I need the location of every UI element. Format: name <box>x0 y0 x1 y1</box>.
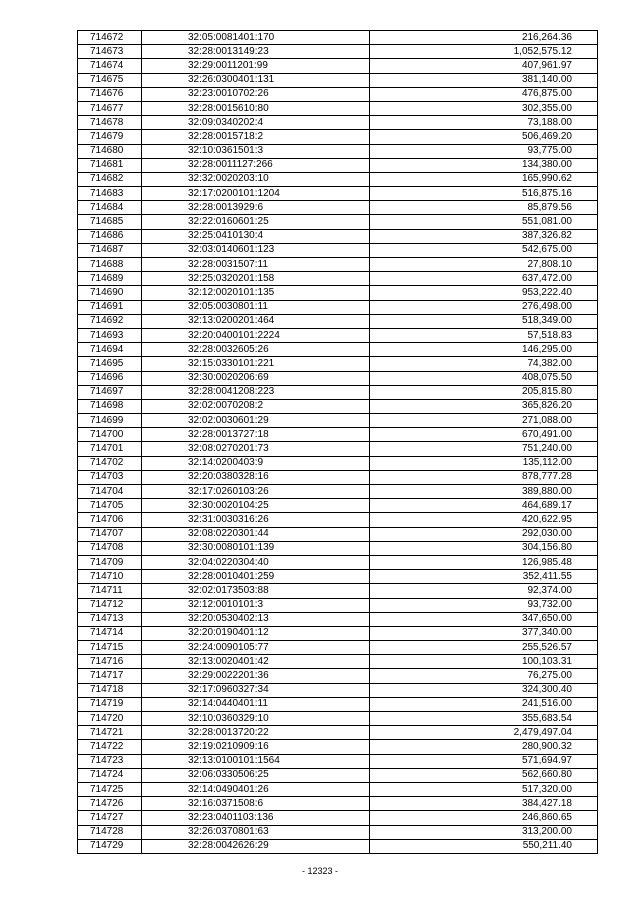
record-id-cell: 714675 <box>78 73 142 87</box>
cadastral-number-cell: 32:28:0011127:266 <box>142 158 370 172</box>
record-id-cell: 714685 <box>78 215 142 229</box>
table-row <box>78 626 598 640</box>
record-id-cell: 714726 <box>78 797 142 811</box>
table-row <box>78 229 598 243</box>
amount-cell: 637,472.00 <box>370 272 598 286</box>
cadastral-number-cell: 32:28:0013720:22 <box>142 726 370 740</box>
amount-cell: 381,140.00 <box>370 73 598 87</box>
table-row <box>78 655 598 669</box>
cadastral-number-cell: 32:29:0022201:36 <box>142 669 370 683</box>
amount-cell: 365,826.20 <box>370 399 598 413</box>
amount-cell: 146,295.00 <box>370 343 598 357</box>
amount-cell: 571,694.97 <box>370 754 598 768</box>
cadastral-number-cell: 32:28:0031507:11 <box>142 258 370 272</box>
amount-cell: 205,815.80 <box>370 385 598 399</box>
amount-cell: 542,675.00 <box>370 243 598 257</box>
table-row <box>78 697 598 711</box>
cadastral-number-cell: 32:30:0020206:69 <box>142 371 370 385</box>
amount-cell: 517,320.00 <box>370 782 598 796</box>
table-row <box>78 116 598 130</box>
table-row <box>78 130 598 144</box>
cadastral-number-cell: 32:04:0220304:40 <box>142 555 370 569</box>
amount-cell: 134,380.00 <box>370 158 598 172</box>
record-id-cell: 714702 <box>78 456 142 470</box>
table-row <box>78 243 598 257</box>
table-row <box>78 584 598 598</box>
amount-cell: 384,427.18 <box>370 797 598 811</box>
table-row <box>78 215 598 229</box>
table-row <box>78 839 598 853</box>
table-row <box>78 414 598 428</box>
page-number: - 12323 - <box>301 866 339 876</box>
amount-cell: 126,985.48 <box>370 555 598 569</box>
amount-cell: 57,518.83 <box>370 328 598 342</box>
amount-cell: 100,103.31 <box>370 655 598 669</box>
record-id-cell: 714727 <box>78 811 142 825</box>
record-id-cell: 714710 <box>78 570 142 584</box>
table-row <box>78 641 598 655</box>
cadastral-number-cell: 32:29:0011201:99 <box>142 59 370 73</box>
amount-cell: 387,326.82 <box>370 229 598 243</box>
records-table-body <box>78 31 598 854</box>
table-row <box>78 328 598 342</box>
amount-cell: 355,683.54 <box>370 712 598 726</box>
cadastral-number-cell: 32:25:0410130:4 <box>142 229 370 243</box>
cadastral-number-cell: 32:28:0015610:80 <box>142 101 370 115</box>
record-id-cell: 714728 <box>78 825 142 839</box>
table-row <box>78 513 598 527</box>
table-row <box>78 442 598 456</box>
record-id-cell: 714699 <box>78 414 142 428</box>
table-row <box>78 73 598 87</box>
record-id-cell: 714680 <box>78 144 142 158</box>
amount-cell: 76,275.00 <box>370 669 598 683</box>
record-id-cell: 714677 <box>78 101 142 115</box>
cadastral-number-cell: 32:15:0330101:221 <box>142 357 370 371</box>
record-id-cell: 714696 <box>78 371 142 385</box>
amount-cell: 85,879.56 <box>370 201 598 215</box>
table-row <box>78 811 598 825</box>
cadastral-number-cell: 32:32:0020203:10 <box>142 172 370 186</box>
record-id-cell: 714679 <box>78 130 142 144</box>
table-row <box>78 314 598 328</box>
table-row <box>78 428 598 442</box>
table-row <box>78 485 598 499</box>
record-id-cell: 714690 <box>78 286 142 300</box>
record-id-cell: 714705 <box>78 499 142 513</box>
record-id-cell: 714719 <box>78 697 142 711</box>
record-id-cell: 714725 <box>78 782 142 796</box>
record-id-cell: 714691 <box>78 300 142 314</box>
cadastral-number-cell: 32:05:0030801:11 <box>142 300 370 314</box>
cadastral-number-cell: 32:03:0140601:123 <box>142 243 370 257</box>
record-id-cell: 714682 <box>78 172 142 186</box>
amount-cell: 276,498.00 <box>370 300 598 314</box>
amount-cell: 562,660.80 <box>370 768 598 782</box>
cadastral-number-cell: 32:17:0960327:34 <box>142 683 370 697</box>
cadastral-number-cell: 32:20:0530402:13 <box>142 612 370 626</box>
table-row <box>78 87 598 101</box>
amount-cell: 878,777.28 <box>370 470 598 484</box>
record-id-cell: 714694 <box>78 343 142 357</box>
table-row <box>78 669 598 683</box>
record-id-cell: 714704 <box>78 485 142 499</box>
record-id-cell: 714695 <box>78 357 142 371</box>
table-row <box>78 101 598 115</box>
cadastral-number-cell: 32:14:0490401:26 <box>142 782 370 796</box>
table-row <box>78 272 598 286</box>
cadastral-number-cell: 32:28:0041208:223 <box>142 385 370 399</box>
cadastral-number-cell: 32:26:0370801:63 <box>142 825 370 839</box>
cadastral-number-cell: 32:28:0013149:23 <box>142 45 370 59</box>
record-id-cell: 714678 <box>78 116 142 130</box>
table-row <box>78 612 598 626</box>
record-id-cell: 714703 <box>78 470 142 484</box>
amount-cell: 516,875.16 <box>370 187 598 201</box>
amount-cell: 464,689.17 <box>370 499 598 513</box>
record-id-cell: 714697 <box>78 385 142 399</box>
amount-cell: 1,052,575.12 <box>370 45 598 59</box>
table-row <box>78 712 598 726</box>
record-id-cell: 714676 <box>78 87 142 101</box>
amount-cell: 292,030.00 <box>370 527 598 541</box>
cadastral-number-cell: 32:13:0020401:42 <box>142 655 370 669</box>
cadastral-number-cell: 32:17:0200101:1204 <box>142 187 370 201</box>
table-row <box>78 343 598 357</box>
record-id-cell: 714672 <box>78 31 142 45</box>
record-id-cell: 714684 <box>78 201 142 215</box>
record-id-cell: 714712 <box>78 598 142 612</box>
cadastral-number-cell: 32:09:0340202:4 <box>142 116 370 130</box>
amount-cell: 670,491.00 <box>370 428 598 442</box>
record-id-cell: 714681 <box>78 158 142 172</box>
record-id-cell: 714711 <box>78 584 142 598</box>
table-row <box>78 541 598 555</box>
table-row <box>78 598 598 612</box>
cadastral-number-cell: 32:28:0013929:6 <box>142 201 370 215</box>
cadastral-number-cell: 32:19:0210909:16 <box>142 740 370 754</box>
amount-cell: 93,775.00 <box>370 144 598 158</box>
record-id-cell: 714715 <box>78 641 142 655</box>
cadastral-number-cell: 32:24:0090105:77 <box>142 641 370 655</box>
table-row <box>78 825 598 839</box>
record-id-cell: 714716 <box>78 655 142 669</box>
table-row <box>78 726 598 740</box>
amount-cell: 751,240.00 <box>370 442 598 456</box>
table-row <box>78 499 598 513</box>
cadastral-number-cell: 32:12:0020101:135 <box>142 286 370 300</box>
amount-cell: 280,900.32 <box>370 740 598 754</box>
table-row <box>78 754 598 768</box>
amount-cell: 246,860.65 <box>370 811 598 825</box>
table-row <box>78 456 598 470</box>
record-id-cell: 714689 <box>78 272 142 286</box>
cadastral-number-cell: 32:20:0400101:2224 <box>142 328 370 342</box>
record-id-cell: 714717 <box>78 669 142 683</box>
cadastral-number-cell: 32:13:0100101:1564 <box>142 754 370 768</box>
table-row <box>78 144 598 158</box>
cadastral-number-cell: 32:06:0330506:25 <box>142 768 370 782</box>
amount-cell: 241,516.00 <box>370 697 598 711</box>
cadastral-number-cell: 32:02:0030601:29 <box>142 414 370 428</box>
amount-cell: 27,808.10 <box>370 258 598 272</box>
amount-cell: 347,650.00 <box>370 612 598 626</box>
cadastral-number-cell: 32:02:0173503:88 <box>142 584 370 598</box>
table-row <box>78 570 598 584</box>
cadastral-number-cell: 32:23:0401103:136 <box>142 811 370 825</box>
amount-cell: 551,081.00 <box>370 215 598 229</box>
amount-cell: 302,355.00 <box>370 101 598 115</box>
record-id-cell: 714722 <box>78 740 142 754</box>
cadastral-number-cell: 32:28:0032605:26 <box>142 343 370 357</box>
table-row <box>78 172 598 186</box>
table-row <box>78 797 598 811</box>
cadastral-number-cell: 32:22:0160601:25 <box>142 215 370 229</box>
cadastral-number-cell: 32:10:0361501:3 <box>142 144 370 158</box>
table-row <box>78 158 598 172</box>
amount-cell: 518,349.00 <box>370 314 598 328</box>
table-row <box>78 371 598 385</box>
cadastral-number-cell: 32:28:0015718:2 <box>142 130 370 144</box>
cadastral-number-cell: 32:20:0190401:12 <box>142 626 370 640</box>
cadastral-number-cell: 32:16:0371508:6 <box>142 797 370 811</box>
cadastral-number-cell: 32:05:0081401:170 <box>142 31 370 45</box>
records-table <box>77 30 598 854</box>
table-row <box>78 555 598 569</box>
record-id-cell: 714674 <box>78 59 142 73</box>
cadastral-number-cell: 32:31:0030316:26 <box>142 513 370 527</box>
table-row <box>78 740 598 754</box>
table-row <box>78 187 598 201</box>
record-id-cell: 714688 <box>78 258 142 272</box>
record-id-cell: 714721 <box>78 726 142 740</box>
record-id-cell: 714687 <box>78 243 142 257</box>
cadastral-number-cell: 32:30:0020104:25 <box>142 499 370 513</box>
cadastral-number-cell: 32:28:0042626:29 <box>142 839 370 853</box>
table-row <box>78 782 598 796</box>
cadastral-number-cell: 32:13:0200201:464 <box>142 314 370 328</box>
cadastral-number-cell: 32:28:0010401:259 <box>142 570 370 584</box>
record-id-cell: 714708 <box>78 541 142 555</box>
cadastral-number-cell: 32:28:0013727:18 <box>142 428 370 442</box>
amount-cell: 74,382.00 <box>370 357 598 371</box>
table-row <box>78 300 598 314</box>
amount-cell: 389,880.00 <box>370 485 598 499</box>
amount-cell: 165,990.62 <box>370 172 598 186</box>
table-row <box>78 286 598 300</box>
record-id-cell: 714729 <box>78 839 142 853</box>
table-row <box>78 258 598 272</box>
cadastral-number-cell: 32:02:0070208:2 <box>142 399 370 413</box>
amount-cell: 352,411.55 <box>370 570 598 584</box>
amount-cell: 420,622.95 <box>370 513 598 527</box>
amount-cell: 550,211.40 <box>370 839 598 853</box>
amount-cell: 408,075.50 <box>370 371 598 385</box>
cadastral-number-cell: 32:23:0010702:26 <box>142 87 370 101</box>
amount-cell: 73,188.00 <box>370 116 598 130</box>
record-id-cell: 714701 <box>78 442 142 456</box>
record-id-cell: 714713 <box>78 612 142 626</box>
record-id-cell: 714686 <box>78 229 142 243</box>
amount-cell: 93,732.00 <box>370 598 598 612</box>
record-id-cell: 714718 <box>78 683 142 697</box>
amount-cell: 92,374.00 <box>370 584 598 598</box>
record-id-cell: 714707 <box>78 527 142 541</box>
record-id-cell: 714692 <box>78 314 142 328</box>
record-id-cell: 714723 <box>78 754 142 768</box>
amount-cell: 506,469.20 <box>370 130 598 144</box>
amount-cell: 271,088.00 <box>370 414 598 428</box>
record-id-cell: 714706 <box>78 513 142 527</box>
amount-cell: 953,222.40 <box>370 286 598 300</box>
record-id-cell: 714683 <box>78 187 142 201</box>
record-id-cell: 714698 <box>78 399 142 413</box>
record-id-cell: 714693 <box>78 328 142 342</box>
table-row <box>78 385 598 399</box>
table-row <box>78 683 598 697</box>
record-id-cell: 714720 <box>78 712 142 726</box>
cadastral-number-cell: 32:12:0010101:3 <box>142 598 370 612</box>
amount-cell: 135,112.00 <box>370 456 598 470</box>
cadastral-number-cell: 32:14:0200403:9 <box>142 456 370 470</box>
cadastral-number-cell: 32:26:0300401:131 <box>142 73 370 87</box>
cadastral-number-cell: 32:10:0360329:10 <box>142 712 370 726</box>
table-row <box>78 357 598 371</box>
cadastral-number-cell: 32:20:0380328:16 <box>142 470 370 484</box>
amount-cell: 407,961.97 <box>370 59 598 73</box>
cadastral-number-cell: 32:30:0080101:139 <box>142 541 370 555</box>
amount-cell: 313,200.00 <box>370 825 598 839</box>
amount-cell: 476,875.00 <box>370 87 598 101</box>
table-row <box>78 31 598 45</box>
table-row <box>78 201 598 215</box>
cadastral-number-cell: 32:25:0320201:158 <box>142 272 370 286</box>
cadastral-number-cell: 32:08:0270201:73 <box>142 442 370 456</box>
cadastral-number-cell: 32:14:0440401:11 <box>142 697 370 711</box>
amount-cell: 324,300.40 <box>370 683 598 697</box>
amount-cell: 304,156.80 <box>370 541 598 555</box>
table-row <box>78 527 598 541</box>
table-row <box>78 768 598 782</box>
table-row <box>78 399 598 413</box>
amount-cell: 2,479,497.04 <box>370 726 598 740</box>
cadastral-number-cell: 32:17:0260103:26 <box>142 485 370 499</box>
record-id-cell: 714709 <box>78 555 142 569</box>
amount-cell: 216,264.36 <box>370 31 598 45</box>
table-row <box>78 470 598 484</box>
record-id-cell: 714700 <box>78 428 142 442</box>
table-row <box>78 59 598 73</box>
amount-cell: 377,340.00 <box>370 626 598 640</box>
table-row <box>78 45 598 59</box>
cadastral-number-cell: 32:08:0220301:44 <box>142 527 370 541</box>
record-id-cell: 714724 <box>78 768 142 782</box>
record-id-cell: 714673 <box>78 45 142 59</box>
amount-cell: 255,526.57 <box>370 641 598 655</box>
record-id-cell: 714714 <box>78 626 142 640</box>
